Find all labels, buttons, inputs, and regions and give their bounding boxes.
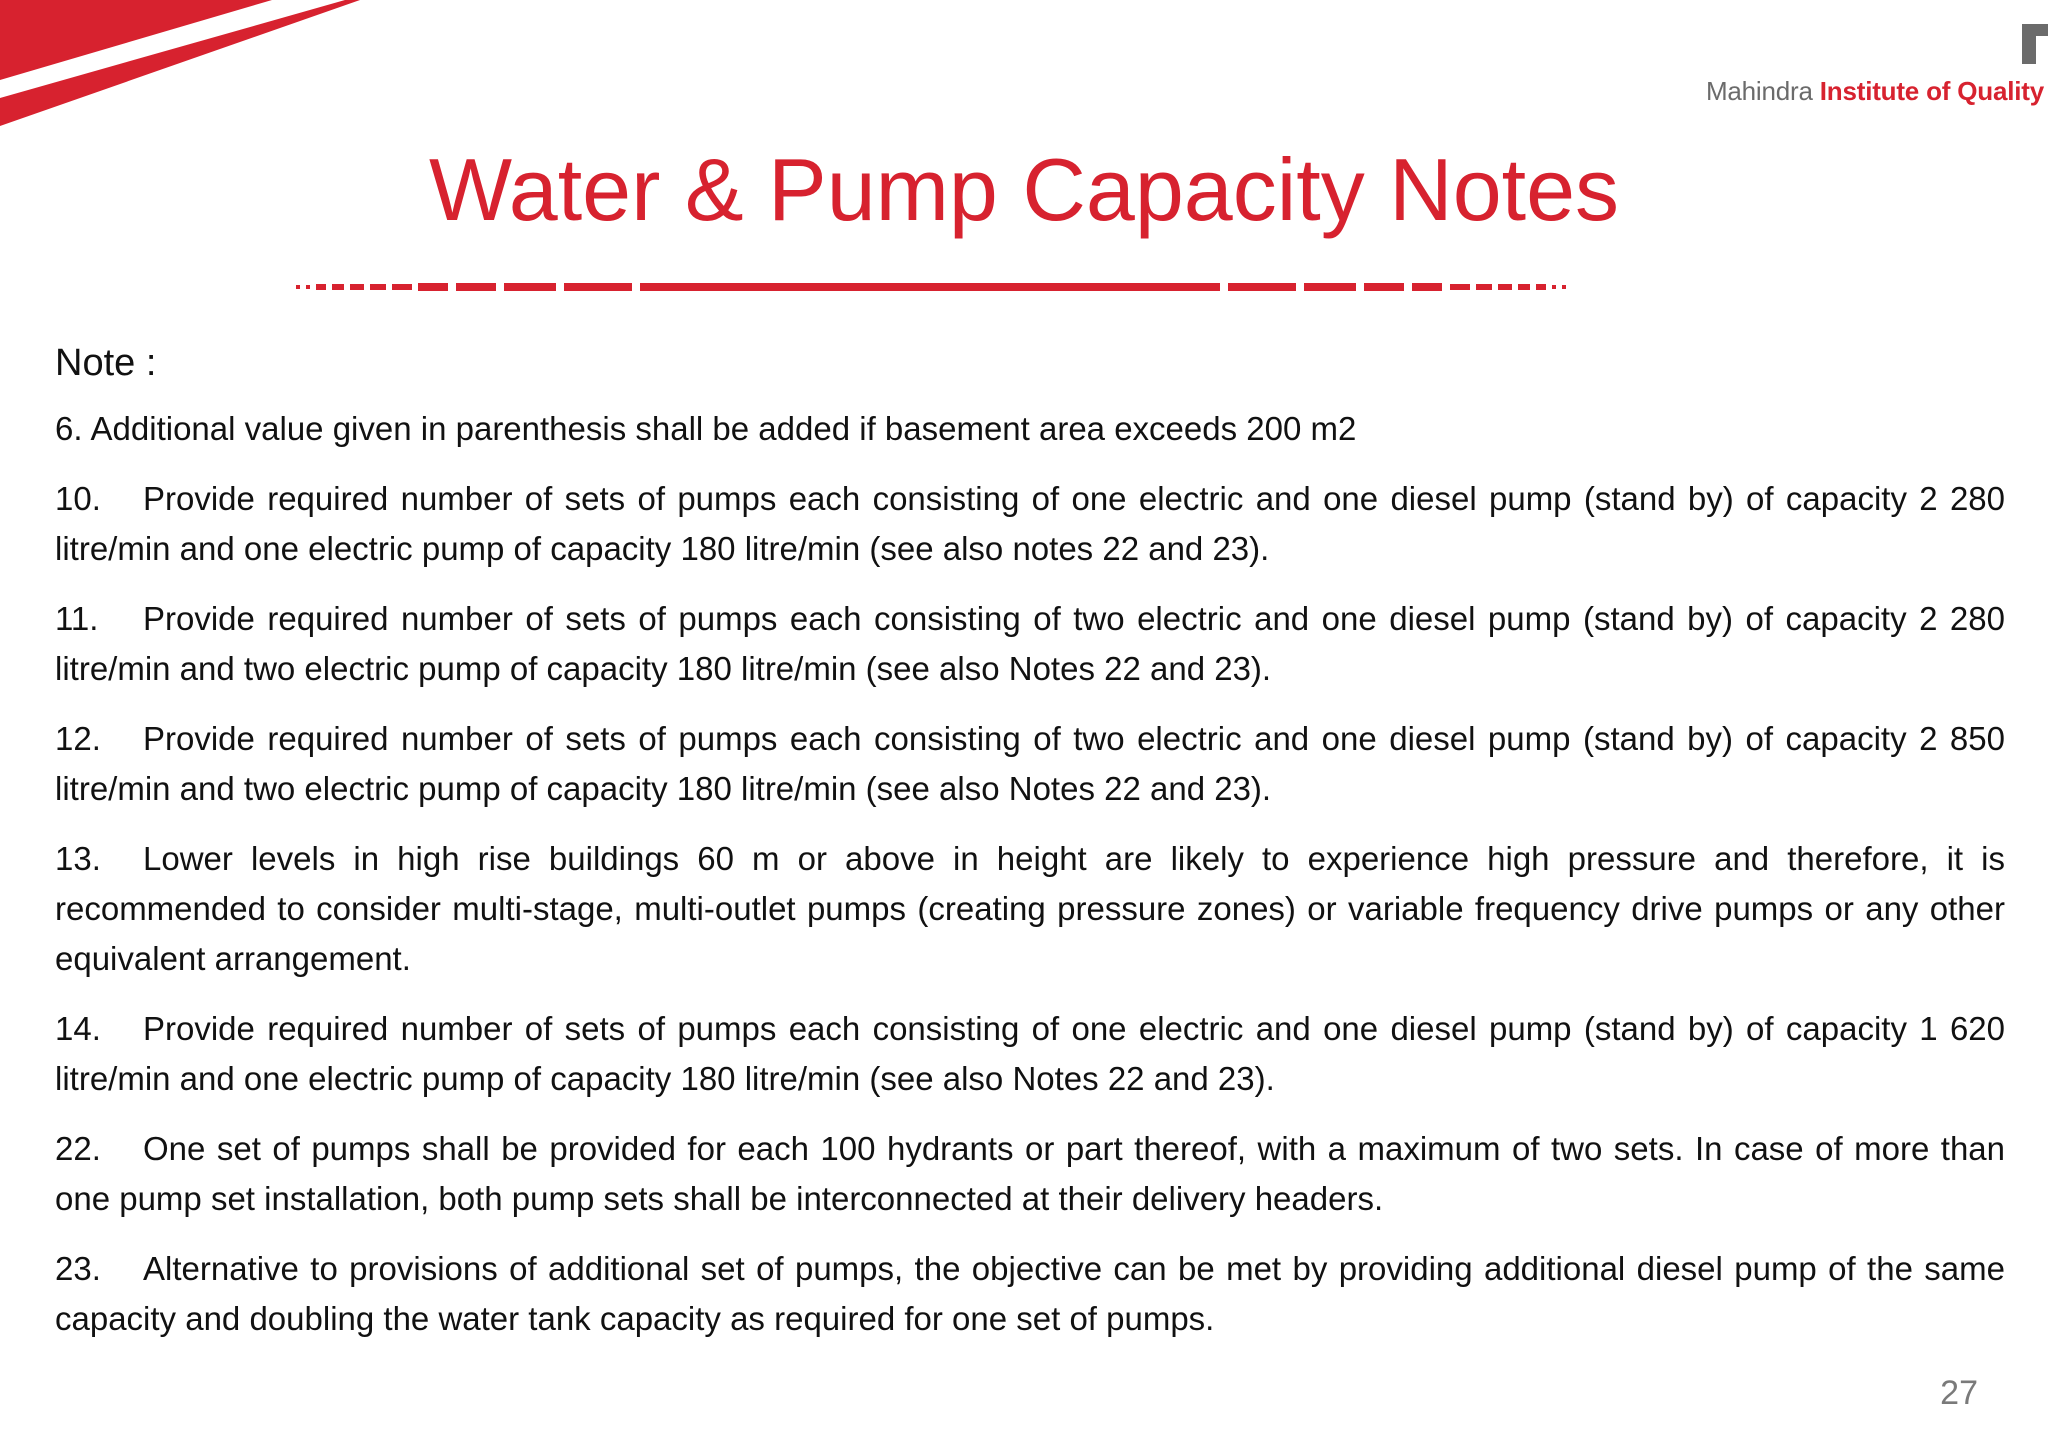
note-item-10 (55, 474, 2005, 574)
note-number: 22. (55, 1130, 101, 1167)
note-number: 11. (55, 600, 99, 637)
note-text: Provide required number of sets of pumps each consisting of two electric and one diesel pump (stand by) of capacity 2 280 litre/min and two electric pump of capacity 180 litre/min (see also Notes 22 and 23). (55, 600, 2005, 687)
note-text: One set of pumps shall be provided for each 100 hydrants or part thereof, with a maximum of two sets. In case of more than one pump set installation, both pump sets shall be interconnected at their delivery headers. (55, 1130, 2005, 1217)
note-number: 23. (55, 1250, 101, 1287)
note-item-23 (55, 1244, 2005, 1344)
note-text: Provide required number of sets of pumps each consisting of two electric and one diesel pump (stand by) of capacity 2 850 litre/min and two electric pump of capacity 180 litre/min (see also Notes 22 and 23). (55, 720, 2005, 807)
note-text: Alternative to provisions of additional set of pumps, the objective can be met by providing additional diesel pump of the same capacity and doubling the water tank capacity as required for one set of pumps. (55, 1250, 2005, 1337)
note-item-6 (55, 404, 2005, 454)
note-item-13 (55, 834, 2005, 984)
note-item-22 (55, 1124, 2005, 1224)
page-title: Water & Pump Capacity Notes (428, 140, 1620, 239)
logo-name (1706, 76, 2044, 107)
miq-logo-mark (2022, 18, 2048, 74)
logo-name-institute: Institute of Quality (1819, 76, 2044, 106)
page-number: 27 (1940, 1374, 1978, 1412)
note-number: 12. (55, 720, 101, 757)
note-text: Provide required number of sets of pumps each consisting of one electric and one diesel pump (stand by) of capacity 2 280 litre/min and one electric pump of capacity 180 litre/min (see also notes 22 and 23). (55, 480, 2005, 567)
note-number: 6. (55, 410, 83, 447)
corner-swoosh-decoration (0, 0, 360, 140)
title-divider (296, 282, 1766, 292)
notes-section (55, 338, 2005, 1364)
note-number: 14. (55, 1010, 101, 1047)
note-text: Additional value given in parenthesis shall be added if basement area exceeds 200 m2 (90, 410, 1357, 447)
note-number: 13. (55, 840, 101, 877)
note-item-14 (55, 1004, 2005, 1104)
note-number: 10. (55, 480, 101, 517)
note-item-11 (55, 594, 2005, 694)
note-text: Lower levels in high rise buildings 60 m or above in height are likely to experience high pressure and therefore, it is recommended to consider multi-stage, multi-outlet pumps (creating pressure zones) or variable frequency drive pumps or any other equivalent arrangement. (55, 840, 2005, 977)
notes-heading: Note : (55, 342, 157, 384)
miq-logo (1688, 18, 2048, 108)
note-text: Provide required number of sets of pumps each consisting of one electric and one diesel pump (stand by) of capacity 1 620 litre/min and one electric pump of capacity 180 litre/min (see also Notes 22 and 23). (55, 1010, 2005, 1097)
logo-name-mahindra: Mahindra (1705, 76, 1813, 106)
note-item-12 (55, 714, 2005, 814)
